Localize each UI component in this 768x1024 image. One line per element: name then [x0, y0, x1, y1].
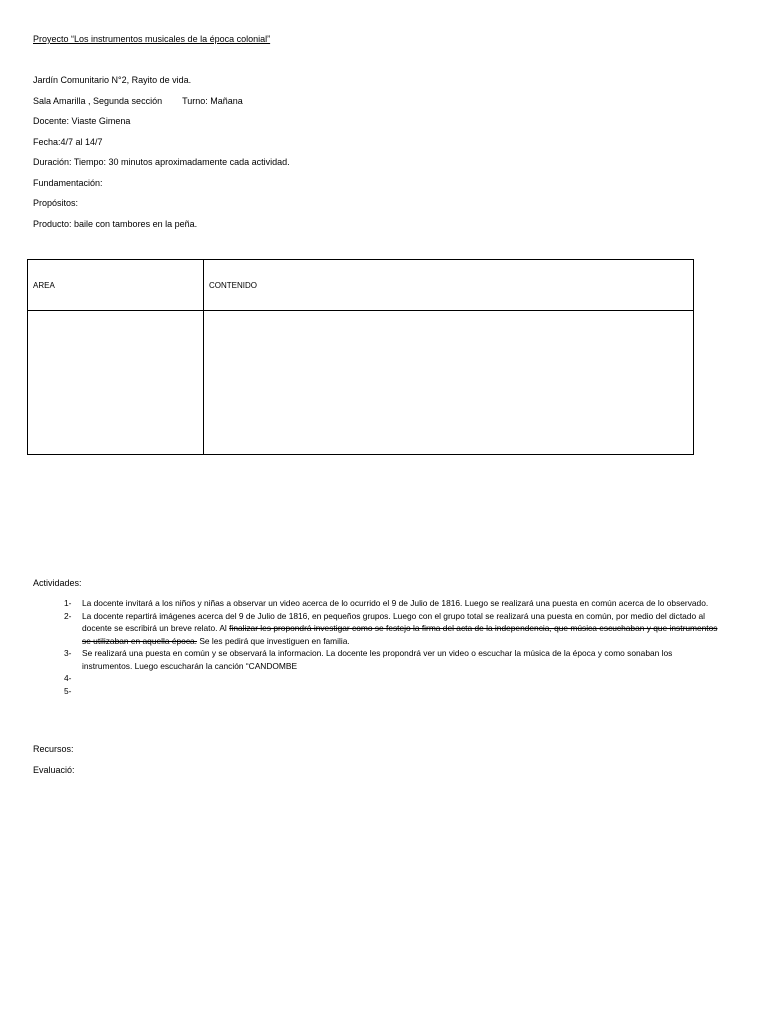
jardin-line: Jardín Comunitario N°2, Rayito de vida. [33, 75, 192, 85]
list-item [64, 685, 724, 698]
table-header-row [28, 260, 694, 311]
evaluacion-label: Evaluació: [33, 765, 75, 775]
producto-line: Producto: baile con tambores en la peña. [33, 219, 198, 229]
list-item [64, 647, 724, 672]
list-item [64, 610, 724, 648]
list-item [64, 672, 724, 685]
fundamentacion-line: Fundamentación: [33, 178, 103, 188]
contenido-body-cell [204, 311, 694, 455]
sala-line [33, 95, 243, 107]
list-item-overwritten-text: finalizar les propondrá investigar como se festejo la firma del acta de la independencia, que música escuchaban y que instrumentos se utilizaban en aquella época. [82, 623, 718, 646]
turno-text: Turno: Mañana [182, 96, 243, 106]
area-contenido-table [27, 259, 694, 455]
area-header-cell: AREA [28, 260, 204, 311]
area-body-cell [28, 311, 204, 455]
docente-line: Docente: Viaste Gimena [33, 116, 131, 126]
list-item-text: Se realizará una puesta en común y se observará la informacion. La docente les propondrá ver un video o escuchar la música de la época y como sonaban los instrumentos. Luego escucharán la canción “CANDOMBE [82, 648, 673, 671]
list-item-number: 1- [64, 598, 72, 608]
list-item-text: La docente invitará a los niños y niñas a observar un video acerca de lo ocurrido el 9 de Julio de 1816. Luego se realizará una puesta en común acerca de lo observado. [82, 598, 709, 608]
table-body-row [28, 311, 694, 455]
list-item-number: 3- [64, 648, 72, 658]
list-item-text [82, 673, 84, 683]
list-item [64, 597, 724, 610]
fecha-line: Fecha:4/7 al 14/7 [33, 137, 103, 147]
sala-text: Sala Amarilla , Segunda sección [33, 96, 163, 106]
list-item-text: La docente repartirá imágenes acerca del 9 de Julio de 1816, en pequeños grupos. Luego con el grupo total se realizará una puesta en común, por medio del dictado al docente se escribirá un breve relato. Al [82, 610, 705, 633]
list-item-number: 4- [64, 673, 72, 683]
list-item-number: 5- [64, 685, 72, 696]
propositos-line: Propósitos: [33, 198, 79, 208]
recursos-label: Recursos: [33, 744, 74, 754]
list-item-text-end: Se les pedirá que investiguen en familia. [197, 635, 350, 646]
actividades-label: Actividades: [33, 578, 82, 588]
list-item-text [82, 686, 84, 696]
actividades-list [64, 597, 724, 697]
duracion-line: Duración: Tiempo: 30 minutos aproximadamente cada actividad. [33, 157, 290, 167]
project-title: Proyecto “Los instrumentos musicales de la época colonial” [33, 34, 271, 44]
list-item-number: 2- [64, 610, 72, 621]
contenido-header-cell: CONTENIDO [204, 260, 694, 311]
